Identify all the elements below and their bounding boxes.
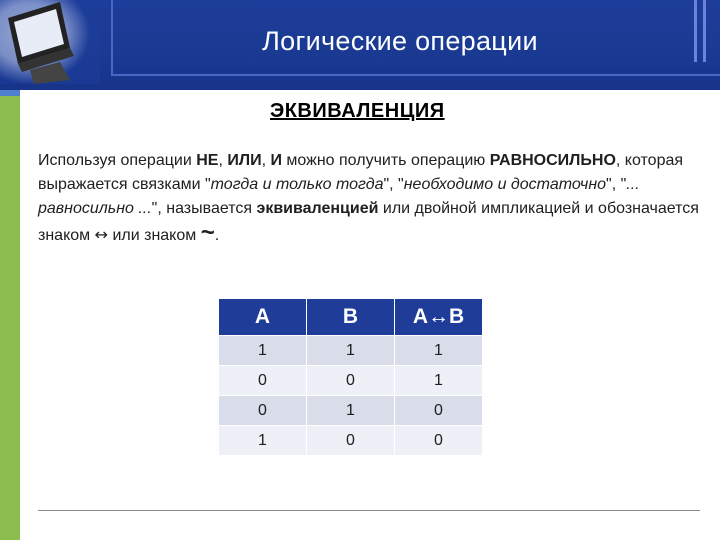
paragraph-text: ", " [606,176,627,193]
table-cell: 1 [219,336,307,366]
paragraph-text: , [261,152,271,169]
truth-table [218,298,483,456]
paragraph-italic: ... равносильно ... [38,176,640,217]
left-accent-bar [0,90,20,540]
header-accent-line [694,0,697,62]
footer-divider [38,510,700,511]
table-header-row [219,299,483,336]
paragraph-text: , которая выражается связками " [38,152,684,193]
paragraph-bold-and: И [270,152,282,169]
tilde-symbol: ~ [200,219,215,246]
table-cell: 1 [307,396,395,426]
header-divider-vertical [111,0,113,76]
paragraph-italic: тогда и только тогда [210,176,384,193]
table-row [219,426,483,456]
paragraph-text: , [218,152,228,169]
computer-monitor-icon [0,0,100,84]
section-heading: ЭКВИВАЛЕНЦИЯ [270,100,445,122]
double-arrow-symbol: ↔ [94,225,108,244]
paragraph-bold-equivalence: эквиваленцией [256,200,379,217]
slide-title: Логические операции [262,26,538,56]
table-cell: 0 [307,366,395,396]
column-header-b: B [307,299,395,336]
table-cell: 0 [219,366,307,396]
table-cell: 1 [307,336,395,366]
slide-header [0,0,720,90]
paragraph-bold-equivalent: РАВНОСИЛЬНО [489,152,616,169]
table-cell: 0 [219,396,307,426]
paragraph-text: или двойной импликацией и обозначается знаком [38,200,699,244]
paragraph-text: ", называется [151,200,257,217]
table-cell: 1 [219,426,307,456]
table-row [219,336,483,366]
table-row [219,396,483,426]
left-accent-bar-top [0,90,20,96]
paragraph-text: можно получить операцию [281,152,490,169]
table-cell: 1 [395,336,483,366]
table-cell: 0 [307,426,395,456]
table-cell: 0 [395,396,483,426]
header-accent-line [703,0,706,62]
table-row [219,366,483,396]
paragraph-text: ", " [383,176,404,193]
table-cell: 0 [395,426,483,456]
paragraph-bold-not: НЕ [196,152,219,169]
paragraph-bold-or: ИЛИ [227,152,262,169]
paragraph-text: или знаком [108,227,201,244]
header-divider-horizontal [111,74,720,76]
paragraph-text: . [214,227,220,244]
paragraph-text: Используя операции [38,152,197,169]
paragraph-italic: необходимо и достаточно [403,176,607,193]
column-header-a: A [219,299,307,336]
table-cell: 1 [395,366,483,396]
column-header-a-equiv-b: A↔B [395,299,483,336]
definition-paragraph [38,149,720,248]
